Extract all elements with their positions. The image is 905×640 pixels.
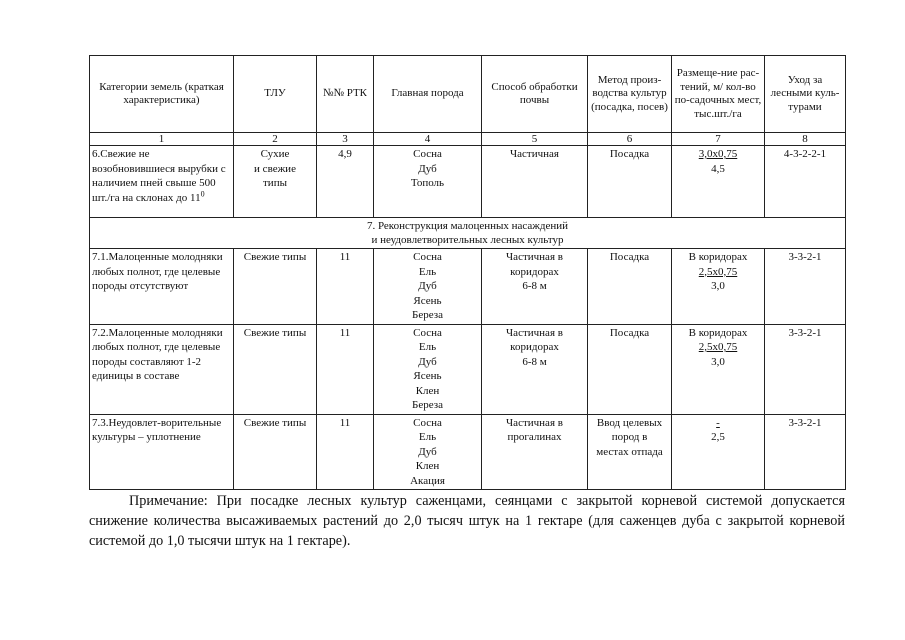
placement-spacing: 3,0х0,75 bbox=[698, 148, 738, 160]
species-item: Дуб bbox=[418, 280, 437, 292]
tlu-line: типы bbox=[263, 177, 287, 189]
species-cell bbox=[374, 249, 482, 325]
method-cell: Посадка bbox=[588, 146, 672, 218]
soil-line: 6-8 м bbox=[522, 355, 547, 368]
species-item: Ель bbox=[418, 341, 437, 353]
category-cell: 7.3.Неудовлет-ворительные культуры – уплотнение bbox=[90, 414, 234, 490]
rtk-cell: 11 bbox=[317, 249, 374, 325]
care-cell: 3-3-2-1 bbox=[765, 324, 846, 414]
header-rtk: №№ РТК bbox=[317, 56, 374, 133]
header-tlu: ТЛУ bbox=[234, 56, 317, 133]
species-item: Сосна bbox=[413, 416, 442, 429]
species-item: Клен bbox=[415, 460, 440, 472]
species-item: Ель bbox=[418, 265, 437, 278]
species-item: Сосна bbox=[413, 251, 442, 263]
care-cell: 3-3-2-1 bbox=[765, 249, 846, 325]
rtk-cell: 4,9 bbox=[317, 146, 374, 218]
placement-label: В коридорах bbox=[688, 251, 748, 263]
soil-cell bbox=[482, 249, 588, 325]
method-line: Ввод целевых bbox=[596, 416, 663, 429]
tlu-cell bbox=[234, 146, 317, 218]
header-soil: Способ обработки почвы bbox=[482, 56, 588, 133]
tlu-cell: Свежие типы bbox=[234, 249, 317, 325]
method-cell: Посадка bbox=[588, 324, 672, 414]
placement-dash: - bbox=[716, 416, 720, 429]
method-line: местах отпада bbox=[596, 445, 663, 458]
species-item: Акация bbox=[410, 474, 445, 487]
soil-cell bbox=[482, 414, 588, 490]
placement-count: 3,0 bbox=[711, 280, 725, 292]
care-cell: 3-3-2-1 bbox=[765, 414, 846, 490]
soil-line: Частичная в bbox=[506, 326, 563, 339]
header-species: Главная порода bbox=[374, 56, 482, 133]
header-care: Уход за лесными куль-турами bbox=[765, 56, 846, 133]
tlu-line: Сухие bbox=[260, 148, 290, 160]
species-item: Дуб bbox=[418, 162, 437, 175]
method-cell: Посадка bbox=[588, 249, 672, 325]
placement-cell bbox=[672, 324, 765, 414]
placement-label: В коридорах bbox=[688, 326, 748, 339]
placement-cell bbox=[672, 249, 765, 325]
placement-cell bbox=[672, 146, 765, 218]
col-num: 3 bbox=[317, 133, 374, 146]
species-item: Береза bbox=[412, 399, 443, 411]
category-text: 6.Свежие не возобновившиеся вырубки с наличием пней свыше 500 шт./га на склонах до 11 bbox=[92, 148, 226, 204]
forest-culture-table bbox=[89, 55, 846, 490]
method-cell bbox=[588, 414, 672, 490]
category-cell bbox=[90, 146, 234, 218]
table-row bbox=[90, 146, 846, 218]
column-number-row bbox=[90, 133, 846, 146]
species-cell bbox=[374, 414, 482, 490]
col-num: 1 bbox=[90, 133, 234, 146]
method-line: пород в bbox=[611, 431, 648, 443]
footnote: Примечание: При посадке лесных культур саженцами, сеянцами с закрытой корневой системой допускается снижение количества высаживаемых растений до 2,0 тысяч штук на 1 гектаре (для саженцев дуба с закрытой корневой системой до 1,0 тысячи штук на 1 гектаре). bbox=[89, 493, 845, 549]
rtk-cell: 11 bbox=[317, 324, 374, 414]
soil-line: коридорах bbox=[510, 265, 559, 278]
col-num: 8 bbox=[765, 133, 846, 146]
soil-line: прогалинах bbox=[507, 431, 562, 443]
table-row bbox=[90, 414, 846, 490]
species-item: Дуб bbox=[418, 355, 437, 368]
species-item: Сосна bbox=[413, 326, 442, 339]
col-num: 7 bbox=[672, 133, 765, 146]
species-item: Дуб bbox=[418, 445, 437, 458]
soil-cell bbox=[482, 324, 588, 414]
header-category: Категории земель (краткая характеристика) bbox=[90, 56, 234, 133]
care-cell: 4-3-2-2-1 bbox=[765, 146, 846, 218]
tlu-line: и свежие bbox=[254, 162, 296, 175]
species-item: Ясень bbox=[413, 370, 442, 382]
col-num: 2 bbox=[234, 133, 317, 146]
degree-sup: 0 bbox=[200, 188, 205, 198]
species-item: Ясень bbox=[413, 294, 442, 307]
section-line: 7. Реконструкция малоценных насаждений bbox=[366, 220, 569, 232]
col-num: 5 bbox=[482, 133, 588, 146]
species-item: Тополь bbox=[410, 177, 445, 189]
header-method: Метод произ-водства культур (посадка, посев) bbox=[588, 56, 672, 133]
soil-line: 6-8 м bbox=[522, 280, 547, 292]
species-item: Береза bbox=[412, 309, 443, 321]
col-num: 4 bbox=[374, 133, 482, 146]
category-cell: 7.2.Малоценные молодняки любых полнот, где целевые породы составляют 1-2 единицы в составе bbox=[90, 324, 234, 414]
soil-line: Частичная в bbox=[506, 416, 563, 429]
table-row bbox=[90, 249, 846, 325]
category-cell: 7.1.Малоценные молодняки любых полнот, где целевые породы отсутствуют bbox=[90, 249, 234, 325]
species-item: Ель bbox=[418, 431, 437, 443]
col-num: 6 bbox=[588, 133, 672, 146]
soil-line: коридорах bbox=[510, 341, 559, 353]
placement-count: 3,0 bbox=[711, 355, 725, 368]
tlu-cell: Свежие типы bbox=[234, 414, 317, 490]
placement-count: 2,5 bbox=[711, 431, 725, 443]
species-item: Сосна bbox=[413, 148, 442, 160]
placement-count: 4,5 bbox=[711, 162, 725, 175]
soil-line: Частичная в bbox=[506, 251, 563, 263]
table-row bbox=[90, 324, 846, 414]
section-title bbox=[90, 218, 846, 249]
soil-cell: Частичная bbox=[482, 146, 588, 218]
species-item: Клен bbox=[415, 384, 440, 397]
section-line: и неудовлетворительных лесных культур bbox=[371, 234, 564, 246]
rtk-cell: 11 bbox=[317, 414, 374, 490]
section-row bbox=[90, 218, 846, 249]
placement-spacing: 2,5х0,75 bbox=[698, 265, 738, 278]
placement-spacing: 2,5х0,75 bbox=[698, 341, 738, 353]
species-cell bbox=[374, 146, 482, 218]
header-row bbox=[90, 56, 846, 133]
placement-cell bbox=[672, 414, 765, 490]
header-placement: Размеще-ние рас-тений, м/ кол-во по-садочных мест, тыс.шт./га bbox=[672, 56, 765, 133]
tlu-cell: Свежие типы bbox=[234, 324, 317, 414]
species-cell bbox=[374, 324, 482, 414]
